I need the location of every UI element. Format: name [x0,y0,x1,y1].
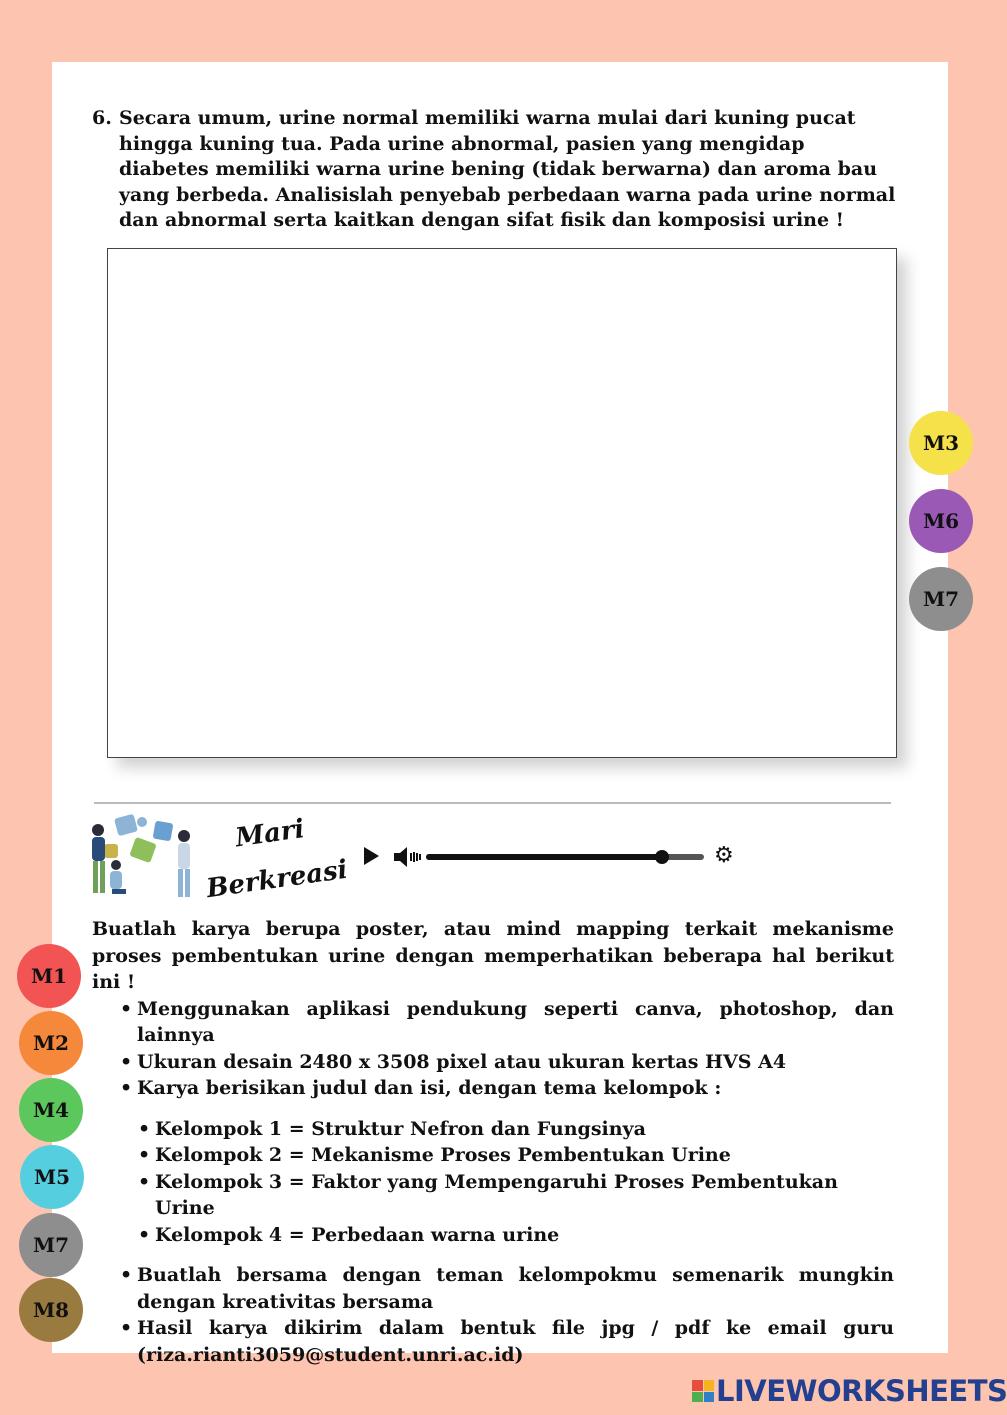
badge-m6[interactable] [909,489,973,553]
play-icon[interactable] [364,847,379,865]
people-figures-icon [92,824,190,897]
liveworksheets-logo-icon [692,1380,714,1402]
badge-m8[interactable] [19,1278,83,1342]
section-divider [94,802,891,804]
list-item: • Buatlah bersama dengan teman kelompokmu semenarik mungkin dengan kreativitas bersama [92,1262,894,1315]
instructions [92,916,894,1368]
section-title-mari: Mari [233,814,307,854]
section-title-berkreasi: Berkreasi [204,854,350,905]
badge-label: M4 [32,1098,70,1122]
badge-m1[interactable] [17,944,81,1008]
badge-label: M2 [32,1031,70,1055]
instructions-intro: Buatlah karya berupa poster, atau mind mapping terkait mekanisme proses pembentukan urine dengan memperhatikan beberapa hal berikut ini ! [92,918,894,993]
brand-name: LIVEWORKSHEETS [716,1374,1007,1408]
audio-progress-knob[interactable] [655,850,669,864]
badge-m2[interactable] [19,1011,83,1075]
audio-progress-fill [426,854,662,860]
question-text: Secara umum, urine normal memiliki warna mulai dari kuning pucat hingga kuning tua. Pada urine abnormal, pasien yang mengidap diabetes memiliki warna urine bening (tidak berwarna) dan aroma bau yang berbeda. Analisislah penyebab perbedaan warna pada urine normal dan abnormal serta kaitkan dengan sifat fisik dan komposisi urine ! [119,107,896,231]
badge-label: M6 [922,509,960,533]
group-item: • Kelompok 1 = Struktur Nefron dan Fungsinya [92,1116,894,1143]
group-item: • Kelompok 3 = Faktor yang Mempengaruhi Proses Pembentukan Urine [92,1169,894,1222]
answer-text-box[interactable] [107,248,897,758]
volume-icon[interactable] [392,845,422,869]
badge-m5[interactable] [20,1145,84,1209]
group-list [92,1116,894,1249]
badge-m3[interactable] [909,411,973,475]
list-item: • Hasil karya dikirim dalam bentuk file jpg / pdf ke email guru (riza.rianti3059@student.unri.ac.id) [92,1315,894,1368]
badge-label: M7 [922,587,960,611]
instructions-list-2 [92,1262,894,1368]
list-item: • Menggunakan aplikasi pendukung seperti canva, photoshop, dan lainnya [92,996,894,1049]
badge-label: M7 [32,1233,70,1257]
badge-m7[interactable] [19,1213,83,1277]
question-number: 6. [92,107,112,129]
badge-m7[interactable] [909,567,973,631]
badge-label: M8 [32,1298,70,1322]
audio-player [360,842,740,872]
badge-label: M1 [30,964,68,988]
mari-berkreasi-illustration [84,810,350,905]
group-item: • Kelompok 4 = Perbedaan warna urine [92,1222,894,1249]
gear-icon[interactable]: ⚙ [714,843,734,868]
list-item: • Ukuran desain 2480 x 3508 pixel atau ukuran kertas HVS A4 [92,1049,894,1076]
instructions-list [92,996,894,1102]
group-item: • Kelompok 2 = Mekanisme Proses Pembentukan Urine [92,1142,894,1169]
question-6 [92,106,898,234]
audio-progress-track[interactable] [426,854,704,860]
badge-label: M5 [33,1165,71,1189]
list-item: • Karya berisikan judul dan isi, dengan tema kelompok : [92,1075,894,1102]
puzzle-pieces-icon [104,814,173,863]
badge-m4[interactable] [19,1078,83,1142]
badge-label: M3 [922,431,960,455]
liveworksheets-logo [692,1376,1007,1406]
